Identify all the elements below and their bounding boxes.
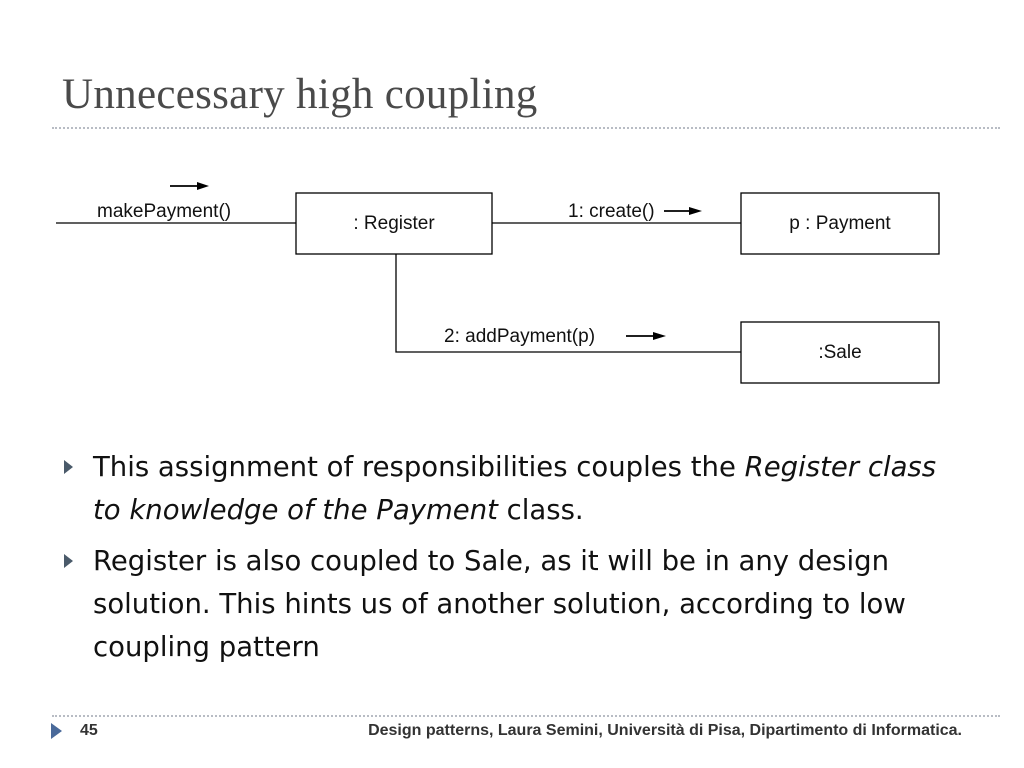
footer-arrow-icon (51, 723, 62, 739)
create-message: 1: create() (568, 201, 655, 222)
bullet-list (62, 446, 962, 677)
footer-credit: Design patterns, Laura Semini, Università di Pisa, Dipartimento di Informatica. (368, 722, 962, 739)
create-arrow-icon (689, 207, 702, 215)
bullet-text (93, 451, 936, 526)
bullet-arrow-icon (64, 554, 73, 568)
payment-label: p : Payment (789, 213, 891, 234)
bullet-text-emphasis: Register class to knowledge of the Payment (93, 451, 937, 526)
bullet-text-run: This assignment of responsibilities couples the (93, 451, 745, 483)
add-payment-arrow-icon (653, 332, 666, 340)
bullet-text: Register is also coupled to Sale, as it will be in any design solution. This hints us of another solution, according to low coupling pattern (93, 545, 906, 663)
page-number: 45 (80, 722, 98, 739)
add-payment-message: 2: addPayment(p) (444, 326, 596, 347)
bullet-item (62, 540, 962, 669)
register-label: : Register (353, 213, 435, 234)
footer-divider (52, 715, 1000, 717)
bullet-text-run: class. (497, 494, 584, 526)
bullet-arrow-icon (64, 460, 73, 474)
slide-title: Unnecessary high coupling (62, 71, 538, 118)
make-payment-arrow-icon (197, 182, 209, 190)
bullet-item (62, 446, 962, 532)
sale-label: :Sale (818, 342, 862, 363)
make-payment-message: makePayment() (97, 201, 232, 222)
